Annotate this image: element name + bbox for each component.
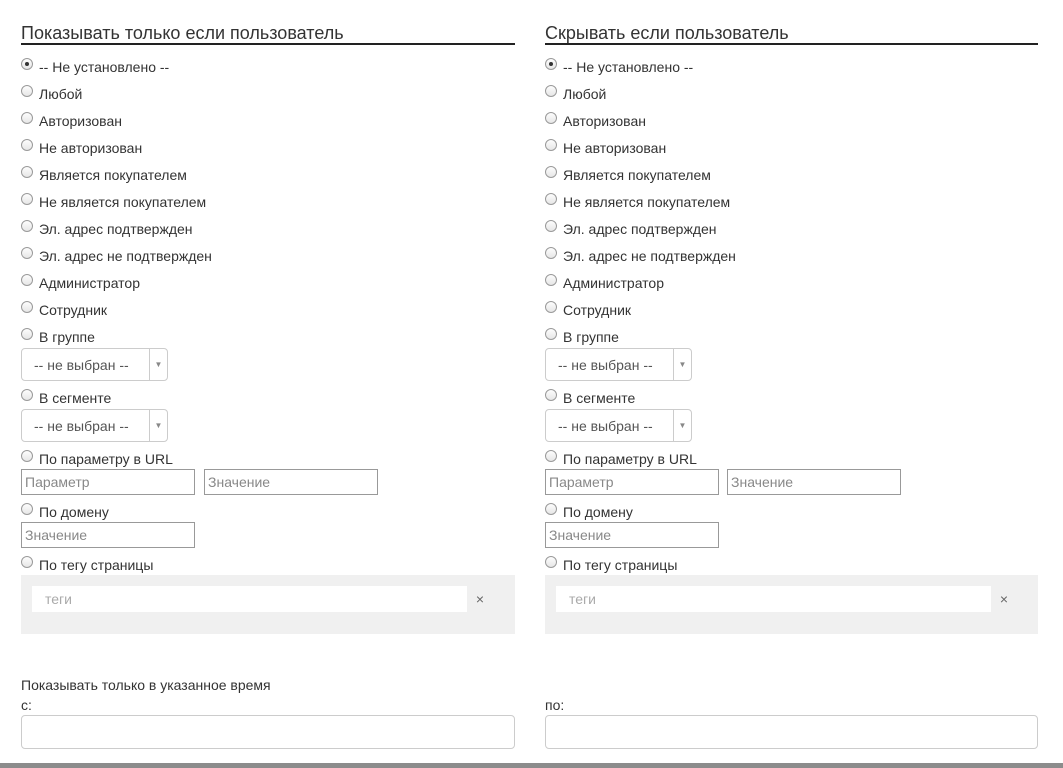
time-from-label: с:: [21, 697, 32, 713]
radio-right-not-customer[interactable]: [545, 192, 730, 212]
group-select-value: -- не выбран --: [34, 356, 129, 373]
close-icon[interactable]: ×: [475, 591, 485, 607]
radio-left-admin[interactable]: [21, 273, 140, 293]
radio-label: Любой: [39, 86, 83, 102]
radio-button[interactable]: [21, 247, 33, 259]
time-to-label: по:: [545, 697, 565, 713]
radio-button[interactable]: [21, 166, 33, 178]
radio-label: В группе: [563, 329, 619, 345]
radio-right-domain[interactable]: [545, 502, 633, 522]
chevron-down-icon[interactable]: ▼: [673, 349, 691, 380]
chevron-down-icon[interactable]: ▼: [673, 410, 691, 441]
radio-button[interactable]: [21, 301, 33, 313]
radio-button[interactable]: [545, 139, 557, 151]
radio-label: Не является покупателем: [563, 194, 731, 210]
radio-label: По домену: [563, 504, 633, 520]
radio-button[interactable]: [21, 220, 33, 232]
radio-button[interactable]: [21, 328, 33, 340]
radio-left-email-not-confirmed[interactable]: [21, 246, 212, 266]
segment-select[interactable]: [545, 409, 692, 442]
segment-select-value: -- не выбран --: [34, 417, 129, 434]
radio-left-not-customer[interactable]: [21, 192, 206, 212]
radio-button[interactable]: [21, 389, 33, 401]
url-param-input[interactable]: [21, 469, 195, 495]
radio-label: По тегу страницы: [39, 557, 154, 573]
radio-right-in-segment[interactable]: [545, 388, 635, 408]
group-select-value: -- не выбран --: [558, 356, 653, 373]
radio-label: Сотрудник: [39, 302, 108, 318]
radio-button[interactable]: [21, 450, 33, 462]
radio-button[interactable]: [545, 85, 557, 97]
radio-label: Не авторизован: [563, 140, 667, 156]
radio-left-employee[interactable]: [21, 300, 107, 320]
tags-container: [21, 575, 515, 634]
tags-input[interactable]: [32, 586, 467, 612]
radio-right-in-group[interactable]: [545, 327, 619, 347]
radio-right-url-param[interactable]: [545, 449, 697, 469]
close-icon[interactable]: ×: [999, 591, 1009, 607]
radio-button[interactable]: [21, 274, 33, 286]
radio-button[interactable]: [545, 503, 557, 515]
url-param-input[interactable]: [545, 469, 719, 495]
radio-label: Не авторизован: [39, 140, 143, 156]
radio-button[interactable]: [545, 389, 557, 401]
bottom-divider: [0, 763, 1063, 768]
radio-left-not-authorized[interactable]: [21, 138, 142, 158]
radio-button[interactable]: [545, 556, 557, 568]
radio-right-employee[interactable]: [545, 300, 631, 320]
radio-button[interactable]: [21, 556, 33, 568]
radio-label: Любой: [563, 86, 607, 102]
chevron-down-icon[interactable]: ▼: [149, 349, 167, 380]
radio-label: По домену: [39, 504, 109, 520]
domain-input[interactable]: [545, 522, 719, 548]
radio-right-not-set[interactable]: [545, 57, 693, 77]
radio-label: -- Не установлено --: [39, 59, 170, 75]
radio-label: Не является покупателем: [39, 194, 207, 210]
radio-left-page-tag[interactable]: [21, 555, 153, 575]
radio-label: В сегменте: [39, 390, 112, 406]
radio-button[interactable]: [545, 58, 557, 70]
radio-label: Сотрудник: [563, 302, 632, 318]
tags-container: [545, 575, 1038, 634]
url-value-input[interactable]: [204, 469, 378, 495]
radio-button[interactable]: [545, 274, 557, 286]
radio-button[interactable]: [545, 328, 557, 340]
hide-if-user-title: Скрывать если пользователь: [545, 22, 1038, 45]
radio-left-not-set[interactable]: [21, 57, 169, 77]
radio-left-any[interactable]: [21, 84, 82, 104]
radio-button[interactable]: [545, 247, 557, 259]
radio-right-admin[interactable]: [545, 273, 664, 293]
radio-button[interactable]: [545, 301, 557, 313]
radio-right-any[interactable]: [545, 84, 606, 104]
radio-left-in-group[interactable]: [21, 327, 95, 347]
segment-select-value: -- не выбран --: [558, 417, 653, 434]
radio-button[interactable]: [21, 58, 33, 70]
radio-label: По тегу страницы: [563, 557, 678, 573]
radio-left-is-customer[interactable]: [21, 165, 187, 185]
radio-label: Администратор: [39, 275, 141, 291]
radio-left-authorized[interactable]: [21, 111, 122, 131]
chevron-down-icon[interactable]: ▼: [149, 410, 167, 441]
radio-right-email-not-confirmed[interactable]: [545, 246, 736, 266]
radio-left-in-segment[interactable]: [21, 388, 111, 408]
radio-button[interactable]: [21, 139, 33, 151]
group-select[interactable]: [21, 348, 168, 381]
radio-label: По параметру в URL: [39, 451, 173, 467]
radio-button[interactable]: [545, 193, 557, 205]
segment-select[interactable]: [21, 409, 168, 442]
radio-left-url-param[interactable]: [21, 449, 173, 469]
radio-button[interactable]: [545, 450, 557, 462]
time-heading: Показывать только в указанное время: [21, 677, 271, 693]
radio-right-not-authorized[interactable]: [545, 138, 666, 158]
radio-label: Является покупателем: [563, 167, 711, 183]
radio-button[interactable]: [545, 220, 557, 232]
radio-right-page-tag[interactable]: [545, 555, 677, 575]
radio-label: Авторизован: [39, 113, 122, 129]
radio-button[interactable]: [21, 85, 33, 97]
radio-label: Эл. адрес подтвержден: [563, 221, 717, 237]
radio-button[interactable]: [21, 112, 33, 124]
radio-button[interactable]: [21, 193, 33, 205]
show-if-user-title: Показывать только если пользователь: [21, 22, 515, 45]
radio-label: По параметру в URL: [563, 451, 697, 467]
time-to-input[interactable]: [545, 715, 1038, 749]
radio-right-email-confirmed[interactable]: [545, 219, 717, 239]
radio-label: Эл. адрес подтвержден: [39, 221, 193, 237]
radio-button[interactable]: [545, 112, 557, 124]
domain-input[interactable]: [21, 522, 195, 548]
radio-left-email-confirmed[interactable]: [21, 219, 193, 239]
radio-left-domain[interactable]: [21, 502, 109, 522]
radio-label: В сегменте: [563, 390, 636, 406]
radio-label: В группе: [39, 329, 95, 345]
url-value-input[interactable]: [727, 469, 901, 495]
radio-label: Администратор: [563, 275, 665, 291]
tags-input[interactable]: [556, 586, 991, 612]
group-select[interactable]: [545, 348, 692, 381]
radio-button[interactable]: [545, 166, 557, 178]
radio-right-is-customer[interactable]: [545, 165, 711, 185]
radio-label: Авторизован: [563, 113, 646, 129]
radio-label: Эл. адрес не подтвержден: [39, 248, 212, 264]
radio-label: Является покупателем: [39, 167, 187, 183]
time-from-input[interactable]: [21, 715, 515, 749]
radio-button[interactable]: [21, 503, 33, 515]
radio-label: Эл. адрес не подтвержден: [563, 248, 736, 264]
radio-right-authorized[interactable]: [545, 111, 646, 131]
radio-label: -- Не установлено --: [563, 59, 694, 75]
